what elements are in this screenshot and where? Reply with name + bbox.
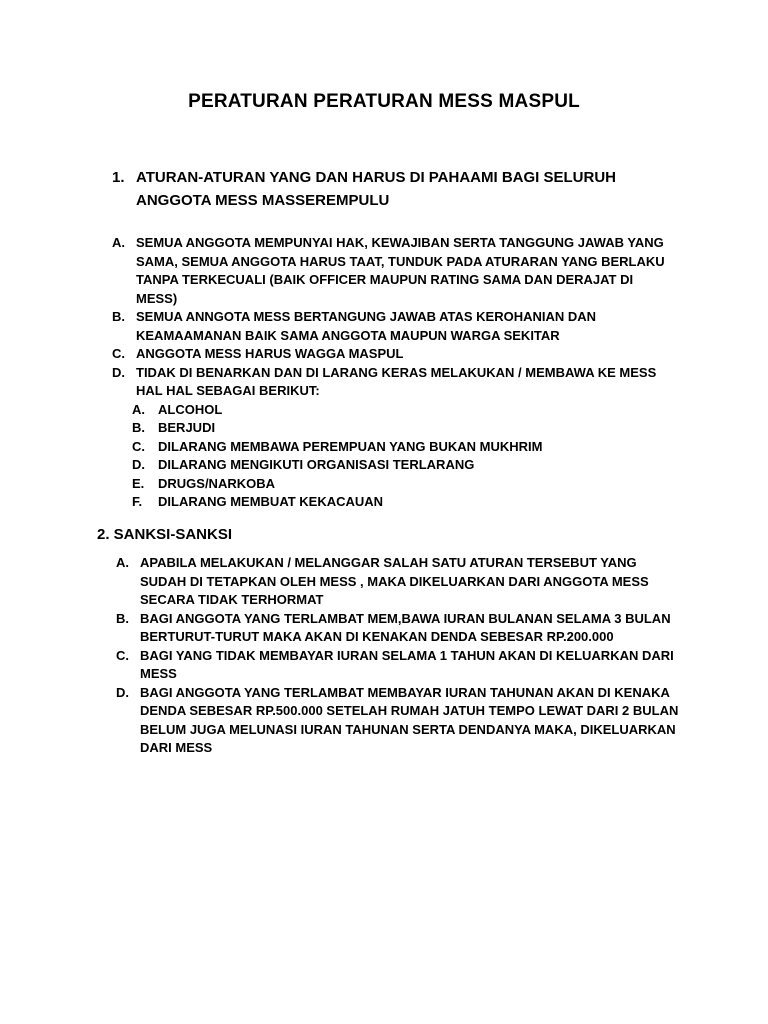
list-item: A. APABILA MELAKUKAN / MELANGGAR SALAH SATU ATURAN TERSEBUT YANG SUDAH DI TETAPKAN OLEH MESS , MAKA DIKELUARKAN DARI ANGGOTA MESS SECARA TIDAK TERHORMAT	[116, 555, 649, 607]
page-title: PERATURAN PERATURAN MESS MASPUL	[188, 91, 580, 112]
list-item: D. TIDAK DI BENARKAN DAN DI LARANG KERAS MELAKUKAN / MEMBAWA KE MESS HAL HAL SEBAGAI BERIKUT:	[112, 364, 657, 398]
section1-number: 1.	[112, 169, 125, 186]
section1-sublist	[112, 401, 672, 512]
section2-heading: 2. SANKSI-SANKSI	[97, 526, 233, 543]
sub-list-item: D. DILARANG MENGIKUTI ORGANISASI TERLARANG	[132, 457, 475, 472]
section2-list	[116, 554, 681, 758]
sub-list-item: E. DRUGS/NARKOBA	[132, 475, 275, 491]
list-item: C. ANGGOTA MESS HARUS WAGGA MASPUL	[112, 346, 404, 361]
sub-list-item: A. ALCOHOL	[132, 401, 223, 417]
sub-list-item: B. BERJUDI	[132, 420, 216, 435]
list-item: B. SEMUA ANNGOTA MESS BERTANGUNG JAWAB ATAS KEROHANIAN DAN KEAMAAMANAN BAIK SAMA ANGGOTA MAUPUN WARGA SEKITAR	[112, 309, 597, 343]
list-item: C. BAGI YANG TIDAK MEMBAYAR IURAN SELAMA 1 TAHUN AKAN DI KELUARKAN DARI MESS	[116, 647, 674, 681]
sub-list-item: C. DILARANG MEMBAWA PEREMPUAN YANG BUKAN MUKHRIM	[132, 438, 543, 454]
section1-list	[112, 234, 672, 512]
list-item: D. BAGI ANGGOTA YANG TERLAMBAT MEMBAYAR IURAN TAHUNAN AKAN DI KENAKA DENDA SEBESAR RP.500.000 SETELAH RUMAH JATUH TEMPO LEWAT DARI 2 BULAN BELUM JUGA MELUNASI IURAN TAHUNAN SERTA DENDANYA MAKA, DIKELUARKAN DARI MESS	[116, 684, 679, 755]
list-item: B. BAGI ANGGOTA YANG TERLAMBAT MEM,BAWA IURAN BULANAN SELAMA 3 BULAN BERTURUT-TURUT MAKA AKAN DI KENAKAN DENDA SEBESAR RP.200.000	[116, 610, 671, 644]
list-item: A. SEMUA ANGGOTA MEMPUNYAI HAK, KEWAJIBAN SERTA TANGGUNG JAWAB YANG SAMA, SEMUA ANGGOTA HARUS TAAT, TUNDUK PADA ATURARAN YANG BERLAKU TANPA TERKECUALI (BAIK OFFICER MAUPUN RATING SAMA DAN DERAJAT DI MESS)	[112, 235, 665, 306]
sub-list-item: F. DILARANG MEMBUAT KEKACAUAN	[132, 494, 384, 509]
section1-heading	[112, 166, 632, 212]
section1-heading-text: ATURAN-ATURAN YANG DAN HARUS DI PAHAAMI BAGI SELURUH ANGGOTA MESS MASSEREMPULU	[136, 169, 616, 209]
